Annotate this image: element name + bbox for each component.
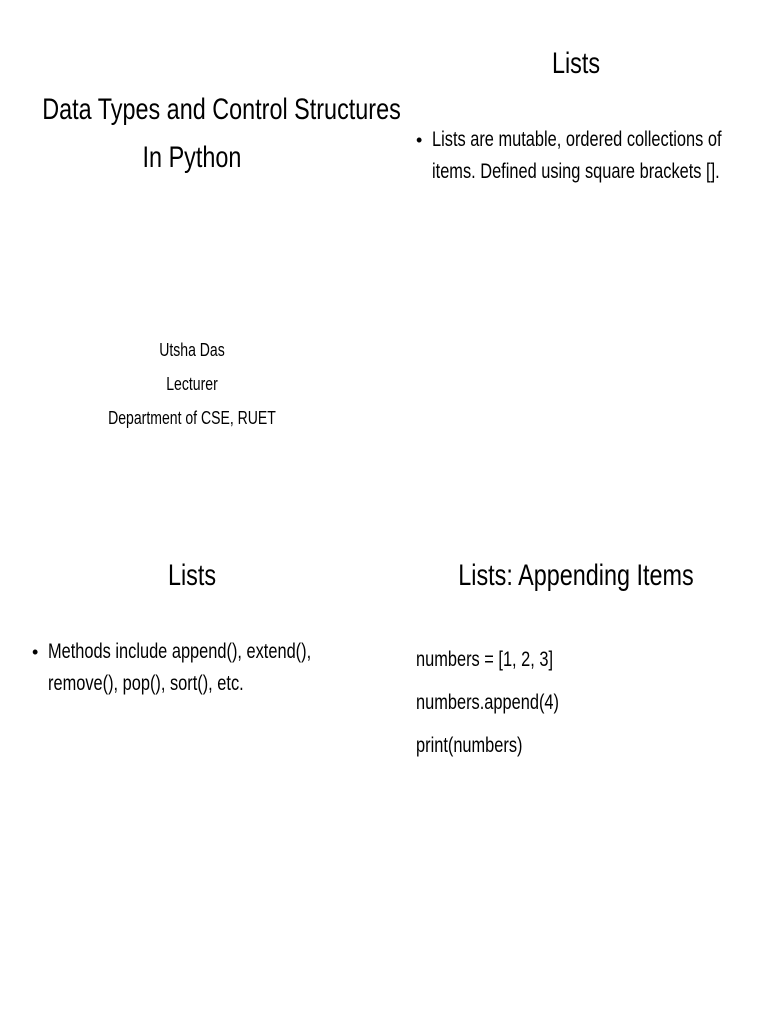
title-line-1: Data Types and Control Structures — [42, 93, 401, 126]
slide-heading: Lists — [167, 559, 217, 592]
presentation-title — [0, 86, 401, 182]
code-line-1: numbers = [1, 2, 3] — [416, 648, 554, 671]
bullet-text — [48, 636, 385, 700]
bullet-marker: • — [32, 642, 39, 662]
bullet-line-1: Methods include append(), extend(), — [48, 640, 312, 663]
presentation-subtitle — [0, 333, 384, 435]
lists-appending-slide — [384, 512, 768, 1024]
author-department: Department of CSE, RUET — [108, 408, 276, 428]
title-line-2: In Python — [142, 141, 242, 174]
code-example — [416, 638, 599, 767]
author-role: Lecturer — [166, 374, 218, 394]
author-name: Utsha Das — [159, 340, 225, 360]
bullet-marker: • — [416, 130, 423, 150]
bullet-line-2: remove(), pop(), sort(), etc. — [48, 672, 244, 695]
bullet-line-1: Lists are mutable, ordered collections of — [432, 128, 722, 151]
slide-heading: Lists — [551, 47, 601, 80]
code-line-3: print(numbers) — [416, 734, 523, 757]
title-slide — [0, 0, 401, 512]
bullet-line-2: items. Defined using square brackets []. — [432, 160, 720, 183]
code-line-2: numbers.append(4) — [416, 691, 559, 714]
slide-heading: Lists: Appending Items — [458, 559, 694, 592]
lists-intro-slide — [384, 0, 768, 512]
bullet-text — [432, 124, 768, 188]
lists-methods-slide — [0, 512, 384, 1024]
